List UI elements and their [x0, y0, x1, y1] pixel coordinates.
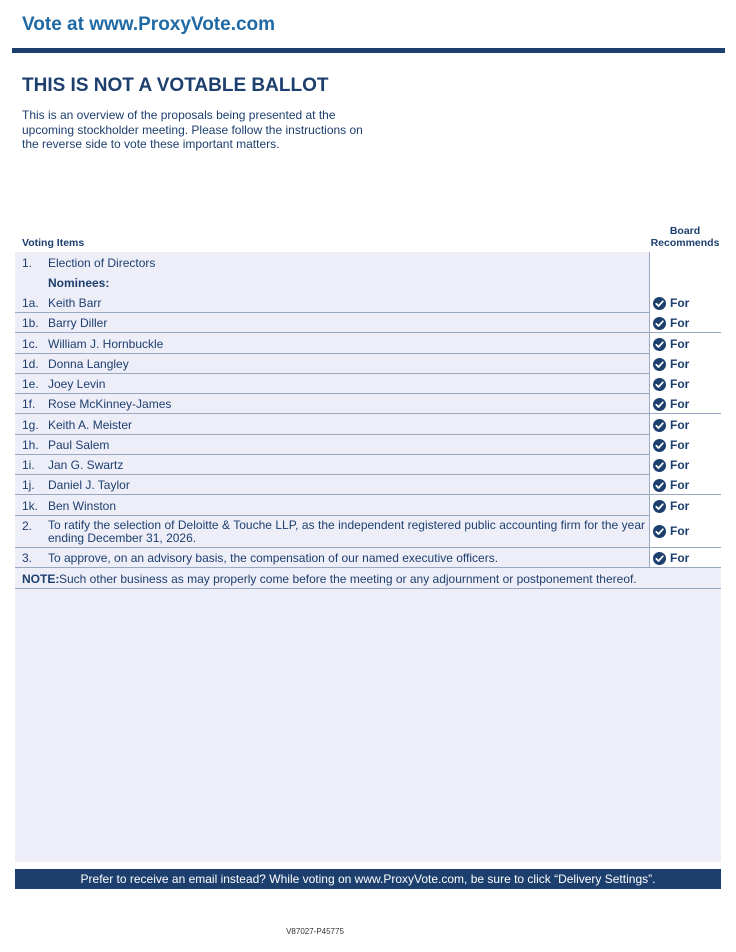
- nominees-heading-row: [15, 272, 721, 292]
- nominee-row: [15, 495, 721, 516]
- check-circle-icon: [653, 419, 666, 432]
- voting-items-header: Voting Items: [22, 237, 85, 249]
- nominee-number: 1d.: [22, 357, 39, 371]
- check-circle-icon: [653, 378, 666, 391]
- check-circle-icon: [653, 358, 666, 371]
- recommendation-for: [653, 438, 689, 452]
- check-circle-icon: [653, 338, 666, 351]
- recommendation-for: [653, 458, 689, 472]
- recommendation-cell: [649, 252, 722, 272]
- check-circle-icon: [653, 552, 666, 565]
- recommendation-cell: [649, 495, 722, 515]
- recommendation-label: For: [670, 418, 690, 432]
- delivery-settings-banner: Prefer to receive an email instead? While voting on www.ProxyVote.com, be sure to click “Delivery Settings”.: [15, 869, 721, 889]
- recommendation-for: [653, 499, 689, 513]
- nominee-name: Barry Diller: [48, 316, 108, 330]
- recommendation-label: For: [670, 478, 690, 492]
- recommendation-for: [653, 357, 689, 371]
- page-title: THIS IS NOT A VOTABLE BALLOT: [22, 75, 329, 96]
- board-recommends-line1: Board: [669, 225, 701, 237]
- recommendation-label: For: [670, 524, 690, 538]
- nominee-name: Joey Levin: [48, 377, 106, 391]
- nominee-name: Keith A. Meister: [48, 418, 133, 432]
- recommendation-cell: [649, 434, 722, 454]
- nominee-row: [15, 474, 721, 495]
- recommendation-for: [653, 397, 689, 411]
- proposal-row: [15, 548, 721, 568]
- nominee-number: 1k.: [22, 499, 39, 513]
- recommendation-label: For: [670, 438, 690, 452]
- recommendation-cell: [649, 292, 722, 312]
- section-row-election: [15, 252, 721, 272]
- recommendation-label: For: [670, 357, 690, 371]
- recommendation-cell: [649, 333, 722, 353]
- recommendation-cell: [649, 272, 722, 292]
- check-circle-icon: [653, 500, 666, 513]
- recommendation-for: [653, 524, 689, 538]
- nominee-row: [15, 393, 721, 414]
- nominee-name: Donna Langley: [48, 357, 129, 371]
- nominee-number: 1f.: [22, 397, 36, 411]
- check-circle-icon: [653, 398, 666, 411]
- nominee-name: William J. Hornbuckle: [48, 337, 164, 351]
- header-vote-link: Vote at www.ProxyVote.com: [22, 14, 276, 35]
- nominee-number: 1i.: [22, 458, 35, 472]
- recommendation-label: For: [670, 499, 690, 513]
- recommendation-for: [653, 551, 689, 565]
- nominee-name: Paul Salem: [48, 438, 110, 452]
- recommendation-cell: [649, 548, 722, 567]
- document-code: V87027-P45775: [286, 927, 344, 936]
- check-circle-icon: [653, 459, 666, 472]
- proposal-number: 3.: [22, 551, 33, 565]
- proposal-row: [15, 515, 721, 548]
- note-label: NOTE:: [22, 572, 60, 586]
- recommendation-for: [653, 377, 689, 391]
- nominee-name: Daniel J. Taylor: [48, 478, 130, 492]
- recommendation-label: For: [670, 397, 690, 411]
- nominee-number: 1b.: [22, 316, 39, 330]
- nominee-row: [15, 373, 721, 394]
- recommendation-cell: [649, 454, 722, 474]
- section-number: 1.: [22, 256, 33, 270]
- recommendation-cell: [649, 474, 722, 494]
- nominee-name: Keith Barr: [48, 296, 102, 310]
- nominee-number: 1h.: [22, 438, 39, 452]
- recommendation-label: For: [670, 296, 690, 310]
- nominee-number: 1j.: [22, 478, 35, 492]
- nominee-number: 1c.: [22, 337, 39, 351]
- recommendation-label: For: [670, 316, 690, 330]
- proposal-text: To approve, on an advisory basis, the compensation of our named executive officers.: [48, 551, 499, 565]
- recommendation-for: [653, 316, 689, 330]
- nominees-label: Nominees:: [48, 276, 110, 290]
- recommendation-for: [653, 478, 689, 492]
- recommendation-for: [653, 418, 689, 432]
- header-divider: [12, 48, 725, 53]
- check-circle-icon: [653, 525, 666, 538]
- nominee-name: Rose McKinney-James: [48, 397, 172, 411]
- nominee-number: 1e.: [22, 377, 39, 391]
- check-circle-icon: [653, 317, 666, 330]
- recommendation-cell: [649, 515, 722, 547]
- intro-text: This is an overview of the proposals being presented at the upcoming stockholder meeting. Please follow the instructions on the reverse side to vote these important matters.: [22, 108, 363, 151]
- recommendation-for: [653, 337, 689, 351]
- nominee-name: Jan G. Swartz: [48, 458, 124, 472]
- recommendation-cell: [649, 393, 722, 413]
- nominee-row: [15, 312, 721, 333]
- proposal-text: To ratify the selection of Deloitte & Touche LLP, as the independent registered public accounting firm for the year ending December 31, 2026.: [48, 518, 645, 545]
- nominee-number: 1a.: [22, 296, 39, 310]
- recommendation-cell: [649, 312, 722, 332]
- recommendation-cell: [649, 353, 722, 373]
- board-recommends-line2: Recommends: [650, 236, 720, 249]
- nominee-row: [15, 292, 721, 313]
- recommendation-cell: [649, 414, 722, 434]
- section-label: Election of Directors: [48, 256, 156, 270]
- recommendation-label: For: [670, 377, 690, 391]
- proposal-number: 2.: [22, 519, 33, 533]
- recommendation-cell: [649, 373, 722, 393]
- note-text: Such other business as may properly come before the meeting or any adjournment or postponement thereof.: [59, 572, 637, 586]
- nominee-row: [15, 414, 721, 435]
- check-circle-icon: [653, 439, 666, 452]
- nominee-row: [15, 454, 721, 475]
- nominee-row: [15, 333, 721, 354]
- check-circle-icon: [653, 297, 666, 310]
- nominee-row: [15, 353, 721, 374]
- board-recommends-header: [648, 226, 722, 249]
- nominee-row: [15, 434, 721, 455]
- nominee-name: Ben Winston: [48, 499, 117, 513]
- note-row: [15, 568, 721, 589]
- recommendation-label: For: [670, 337, 690, 351]
- recommendation-for: [653, 296, 689, 310]
- check-circle-icon: [653, 479, 666, 492]
- recommendation-label: For: [670, 551, 690, 565]
- nominee-number: 1g.: [22, 418, 39, 432]
- recommendation-label: For: [670, 458, 690, 472]
